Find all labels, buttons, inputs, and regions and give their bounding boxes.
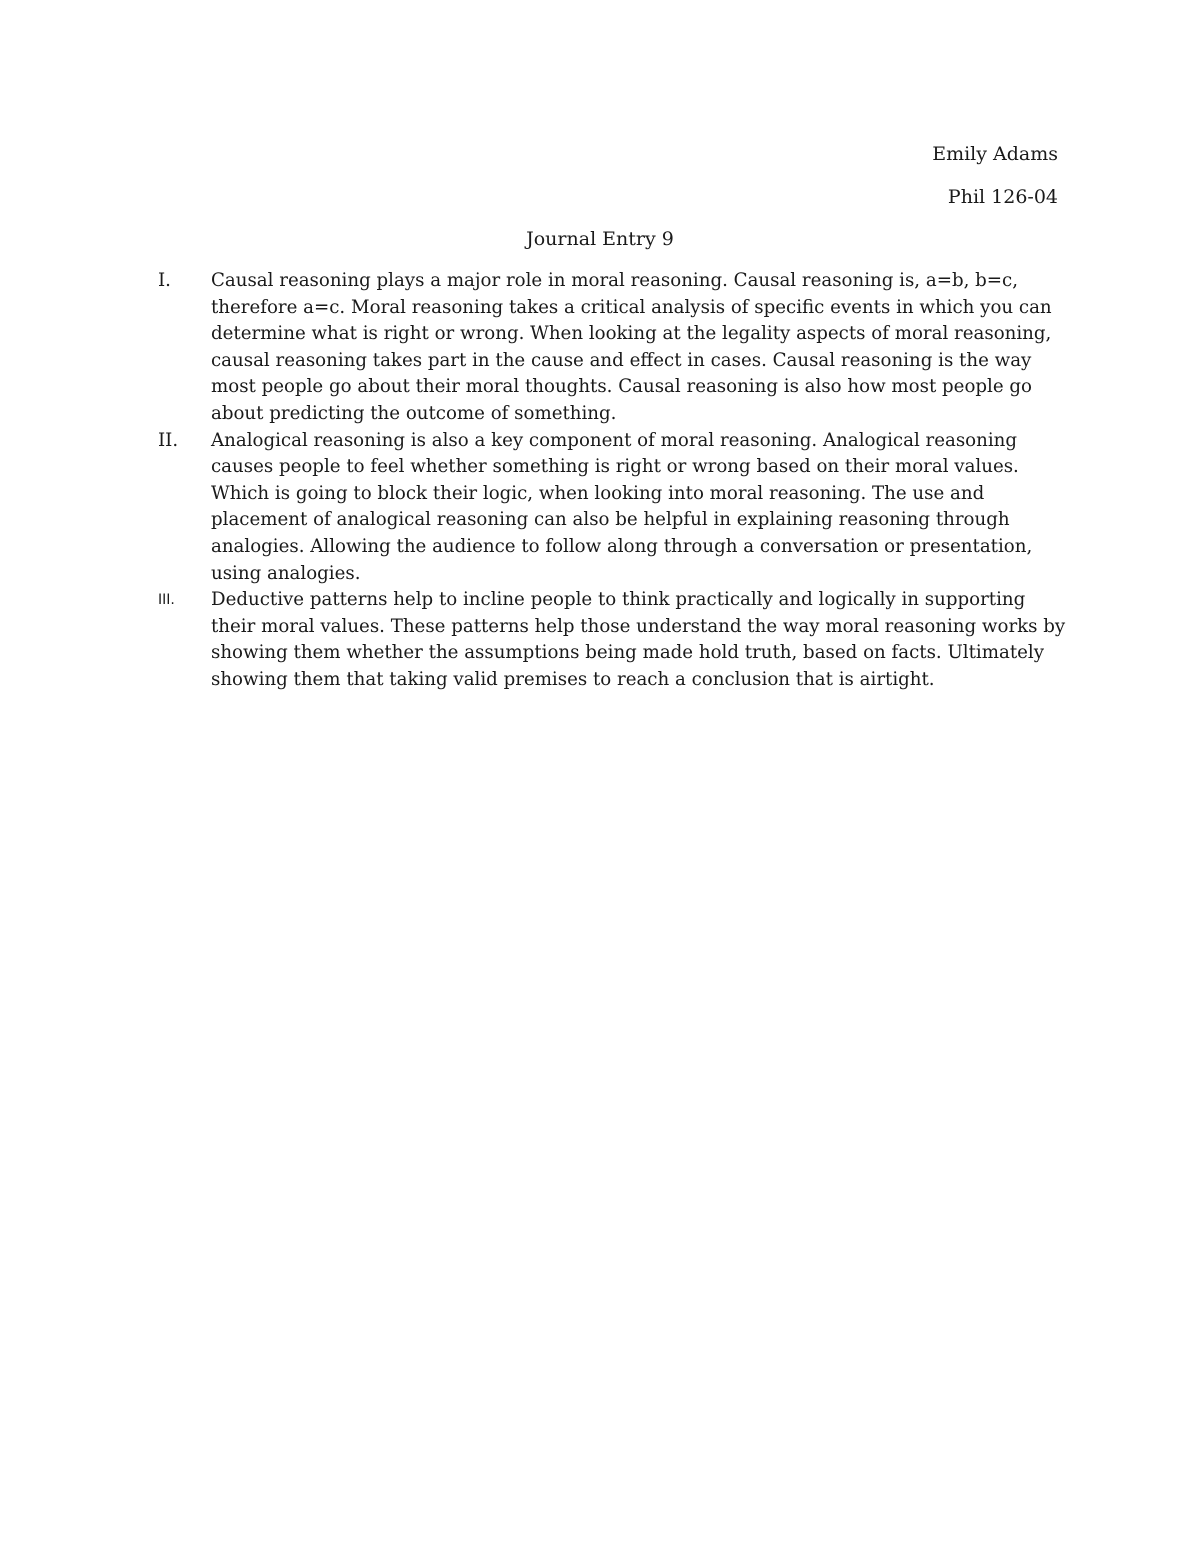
list-item (150, 428, 1070, 588)
list-item (150, 587, 1070, 693)
journal-entry-list (150, 268, 1070, 694)
list-item-text: Causal reasoning plays a major role in moral reasoning. Causal reasoning is, a=b, b=c, therefore a=c. Moral reasoning takes a critical analysis of specific events in which you can determine what is right or wrong. When looking at the legality aspects of moral reasoning, causal reasoning takes part in the cause and effect in cases. Causal reasoning is the way most people go about their moral thoughts. Causal reasoning is also how most people go about predicting the outcome of something. (211, 270, 1052, 424)
list-numeral: I. (158, 270, 171, 291)
document-title: Journal Entry 9 (526, 228, 674, 250)
list-item-text: Analogical reasoning is also a key component of moral reasoning. Analogical reasoning causes people to feel whether something is right or wrong based on their moral values. Which is going to block their logic, when looking into moral reasoning. The use and placement of analogical reasoning can also be helpful in explaining reasoning through analogies. Allowing the audience to follow along through a conversation or presentation, using analogies. (211, 429, 1033, 584)
list-numeral: III. (158, 592, 175, 609)
author-name: Emily Adams (932, 143, 1058, 165)
list-item-text: Deductive patterns help to incline people to think practically and logically in supporting their moral values. These patterns help those understand the way moral reasoning works by showing them whether the assumptions being made hold truth, based on facts. Ultimately showing them that taking valid premises to reach a conclusion that is airtight. (211, 589, 1066, 690)
list-numeral: II. (158, 429, 179, 451)
course-code: Phil 126-04 (947, 186, 1058, 208)
list-item (150, 268, 1070, 428)
